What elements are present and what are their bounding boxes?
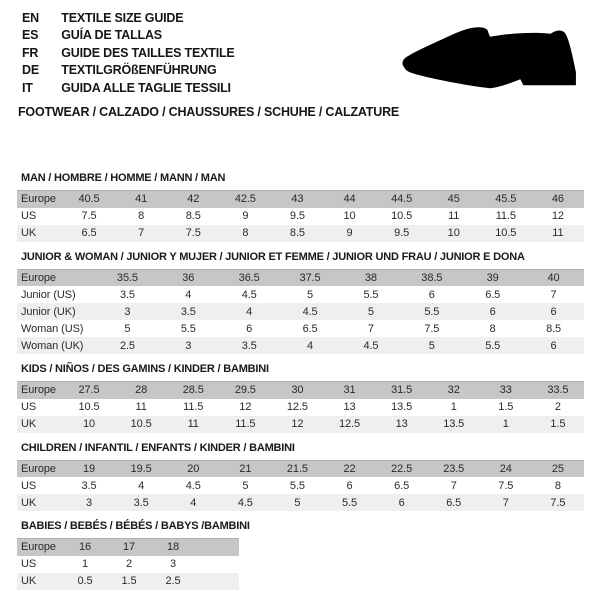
language-label: TEXTILE SIZE GUIDE [61,11,184,25]
size-value-cell: 17 [122,541,136,554]
size-value-cell: 7 [367,322,374,335]
size-value-cell: 20 [187,462,200,475]
size-value-cell: 3 [124,305,131,318]
size-row [17,269,584,286]
size-value-cell: 5.5 [180,322,196,335]
size-value-cell: 6 [346,479,353,492]
language-row-fr [22,45,235,62]
size-value-cell: 5.5 [289,479,305,492]
size-value-cell: 3 [169,558,177,570]
size-value-cell: 33.5 [547,384,569,397]
size-value-cell: 7 [550,288,557,301]
size-value-cell: 21.5 [286,462,308,475]
size-value-cell: 35.5 [116,271,138,284]
section-title-man: MAN / HOMBRE / HOMME / MANN / MAN [21,172,226,184]
size-value-cell: 38 [364,271,377,284]
size-value-cell: 2 [125,558,133,570]
size-value-cell: 6 [489,305,496,318]
size-value-cell: 44 [343,193,356,206]
size-row [17,460,584,477]
section-kids [0,363,600,433]
section-babies [0,520,600,590]
size-value-cell: 4 [138,479,145,492]
size-value-cell: 5.5 [424,305,440,318]
size-value-cell: 37.5 [299,271,321,284]
size-value-cell: 3.5 [133,496,149,509]
size-value-cell: 8 [138,210,145,222]
language-list [22,10,235,97]
size-table-junior-woman [17,269,584,355]
size-row [17,416,584,433]
size-value-cell: 2.5 [119,339,135,352]
row-label-cell: Europe [21,541,56,554]
size-value-cell: 5.5 [485,339,501,352]
size-value-cell: 13 [343,401,356,413]
language-code: DE [22,63,39,78]
size-row [17,225,584,242]
size-value-cell: 6.5 [394,479,410,492]
row-label-cell: UK [21,418,37,430]
size-value-cell: 3 [185,339,192,352]
row-label-cell: Woman (US) [21,322,84,335]
size-value-cell: 1.5 [121,575,137,587]
language-code: ES [22,28,39,43]
section-title-junior-woman: JUNIOR & WOMAN / JUNIOR Y MUJER / JUNIOR ET FEMME / JUNIOR UND FRAU / JUNIOR E DONA [21,250,525,263]
size-value-cell: 6.5 [81,227,97,239]
size-tables [0,172,600,599]
size-value-cell: 10 [83,418,96,430]
size-row [17,337,584,354]
size-value-cell: 11.5 [183,401,204,413]
size-value-cell: 11 [187,418,199,430]
size-value-cell: 36 [182,271,195,284]
size-value-cell: 1.5 [498,401,514,413]
size-table-man [17,190,584,242]
size-value-cell: 5 [307,288,314,301]
size-value-cell: 31.5 [391,384,413,397]
row-label-cell: US [21,401,37,413]
size-value-cell: 12 [239,401,252,413]
row-label-cell: US [21,210,37,222]
size-row [17,303,584,320]
size-value-cell: 8 [554,479,561,492]
size-value-cell: 7.5 [185,227,201,239]
row-label-cell: US [21,558,37,570]
size-value-cell: 1 [81,558,89,570]
size-value-cell: 8.5 [289,227,305,239]
size-value-cell: 6.5 [446,496,462,509]
row-label-cell: Europe [21,193,56,206]
size-value-cell: 7 [138,227,145,239]
size-table-babies [17,538,239,590]
size-value-cell: 45.5 [495,193,517,206]
size-value-cell: 33 [499,384,512,397]
section-title-children: CHILDREN / INFANTIL / ENFANTS / KINDER / BAMBINI [21,441,295,454]
size-value-cell: 12.5 [286,401,308,413]
size-value-cell: 7.5 [550,496,566,509]
size-value-cell: 7.5 [81,210,97,222]
size-value-cell: 11 [552,227,564,239]
size-value-cell: 11.5 [495,210,516,222]
row-label-cell: Junior (US) [21,288,76,301]
size-row [17,573,239,590]
language-label: GUIDE DES TAILLES TEXTILE [61,45,235,60]
size-value-cell: 10 [447,227,460,239]
row-label-cell: Woman (UK) [21,339,84,352]
size-value-cell: 3.5 [119,288,135,301]
size-value-cell: 4.5 [302,305,318,318]
size-value-cell: 11.5 [235,418,256,430]
size-value-cell: 3.5 [180,305,196,318]
size-value-cell: 31 [343,384,356,397]
language-row-en [22,10,235,27]
size-value-cell: 6 [428,288,435,301]
size-value-cell: 2.5 [165,575,181,587]
size-value-cell: 6.5 [302,322,318,335]
size-value-cell: 4 [246,305,253,318]
size-value-cell: 11 [448,210,460,222]
size-value-cell: 19 [83,462,96,475]
size-row [17,494,584,511]
row-label-cell: Europe [21,384,56,397]
size-value-cell: 19.5 [130,462,152,475]
size-value-cell: 5 [294,496,301,509]
size-value-cell: 41 [135,193,148,206]
size-value-cell: 16 [78,541,92,554]
size-row [17,382,584,399]
size-value-cell: 42.5 [234,193,256,206]
size-value-cell: 18 [166,541,180,554]
size-value-cell: 43 [291,193,304,206]
size-value-cell: 12 [551,210,564,222]
size-value-cell: 24 [499,462,512,475]
empty-cell [195,539,239,556]
size-value-cell: 44.5 [391,193,413,206]
size-value-cell: 10.5 [495,227,517,239]
size-value-cell: 4.5 [185,479,201,492]
language-row-it [22,80,235,97]
row-label-cell: Junior (UK) [21,305,76,318]
size-value-cell: 32 [447,384,460,397]
empty-cell [195,573,239,590]
row-label-cell: UK [21,496,37,509]
size-value-cell: 1 [450,401,457,413]
size-row [17,399,584,416]
section-title-kids: KIDS / NIÑOS / DES GAMINS / KINDER / BAMBINI [21,363,269,375]
size-value-cell: 12.5 [339,418,361,430]
size-value-cell: 13.5 [391,401,413,413]
size-value-cell: 8 [242,227,249,239]
size-value-cell: 28 [135,384,148,397]
row-label-cell: UK [21,227,37,239]
size-row [17,539,239,556]
size-value-cell: 3.5 [81,479,97,492]
size-value-cell: 5.5 [342,496,358,509]
size-value-cell: 13 [395,418,408,430]
section-title-babies: BABIES / BEBÉS / BÉBÉS / BABYS /BAMBINI [21,520,250,532]
size-value-cell: 21 [239,462,252,475]
size-value-cell: 10.5 [78,401,100,413]
size-value-cell: 7 [450,479,457,492]
size-value-cell: 7.5 [424,322,440,335]
size-value-cell: 5.5 [363,288,379,301]
section-children [0,442,600,512]
size-value-cell: 6 [398,496,405,509]
size-row [17,286,584,303]
size-table-kids [17,381,584,433]
size-value-cell: 1.5 [550,418,566,430]
size-value-cell: 10.5 [130,418,152,430]
size-table-children [17,460,584,512]
size-value-cell: 9 [242,210,249,222]
language-row-es [22,27,235,44]
row-label-cell: UK [21,575,37,587]
language-code: FR [22,45,39,60]
size-value-cell: 3 [86,496,93,509]
size-value-cell: 29.5 [234,384,256,397]
size-value-cell: 6.5 [485,288,501,301]
language-label: GUÍA DE TALLAS [61,28,162,43]
size-value-cell: 7.5 [498,479,514,492]
empty-cell [195,556,239,573]
size-value-cell: 40 [547,271,560,284]
size-value-cell: 5 [124,322,131,335]
size-value-cell: 9 [346,227,353,239]
size-value-cell: 30 [291,384,304,397]
language-row-de [22,62,235,79]
size-value-cell: 1 [502,418,509,430]
size-value-cell: 8.5 [185,210,201,222]
size-row [17,191,584,208]
size-value-cell: 5 [428,339,435,352]
size-value-cell: 3.5 [241,339,257,352]
size-row [17,477,584,494]
size-value-cell: 8 [489,322,496,335]
size-value-cell: 28.5 [182,384,204,397]
row-label-cell: Europe [21,462,56,475]
language-code: EN [22,11,39,25]
size-value-cell: 10 [343,210,356,222]
size-value-cell: 40.5 [78,193,100,206]
size-value-cell: 4.5 [363,339,379,352]
size-value-cell: 42 [187,193,200,206]
size-value-cell: 6 [246,322,253,335]
size-value-cell: 4.5 [237,496,253,509]
language-label: GUIDA ALLE TAGLIE TESSILI [61,80,231,95]
size-value-cell: 0.5 [77,575,93,587]
size-value-cell: 22 [343,462,356,475]
size-value-cell: 45 [447,193,460,206]
size-value-cell: 6 [550,339,557,352]
shoe-icon [392,14,584,104]
size-value-cell: 6 [550,305,557,318]
size-row [17,208,584,225]
size-value-cell: 11 [135,401,147,413]
size-value-cell: 4.5 [241,288,257,301]
size-value-cell: 5 [242,479,249,492]
size-value-cell: 22.5 [391,462,413,475]
language-code: IT [22,80,33,95]
size-value-cell: 13.5 [443,418,465,430]
section-man [0,172,600,242]
size-value-cell: 25 [551,462,564,475]
size-value-cell: 4 [307,339,314,352]
row-label-cell: Europe [21,271,56,284]
size-value-cell: 4 [190,496,197,509]
size-value-cell: 2 [554,401,561,413]
size-value-cell: 10.5 [391,210,413,222]
size-value-cell: 12 [291,418,304,430]
size-value-cell: 9.5 [289,210,305,222]
size-row [17,556,239,573]
size-value-cell: 39 [486,271,499,284]
size-value-cell: 9.5 [394,227,410,239]
size-value-cell: 27.5 [78,384,100,397]
size-value-cell: 46 [551,193,564,206]
size-value-cell: 23.5 [443,462,465,475]
size-value-cell: 36.5 [238,271,260,284]
size-row [17,320,584,337]
row-label-cell: US [21,479,37,492]
size-value-cell: 38.5 [421,271,443,284]
language-label: TEXTILGRÖßENFÜHRUNG [61,63,217,78]
size-value-cell: 8.5 [546,322,562,335]
size-value-cell: 4 [185,288,192,301]
section-junior-woman [0,251,600,355]
category-title: FOOTWEAR / CALZADO / CHAUSSURES / SCHUHE / CALZATURE [18,105,400,119]
size-value-cell: 7 [502,496,509,509]
size-value-cell: 5 [367,305,374,318]
